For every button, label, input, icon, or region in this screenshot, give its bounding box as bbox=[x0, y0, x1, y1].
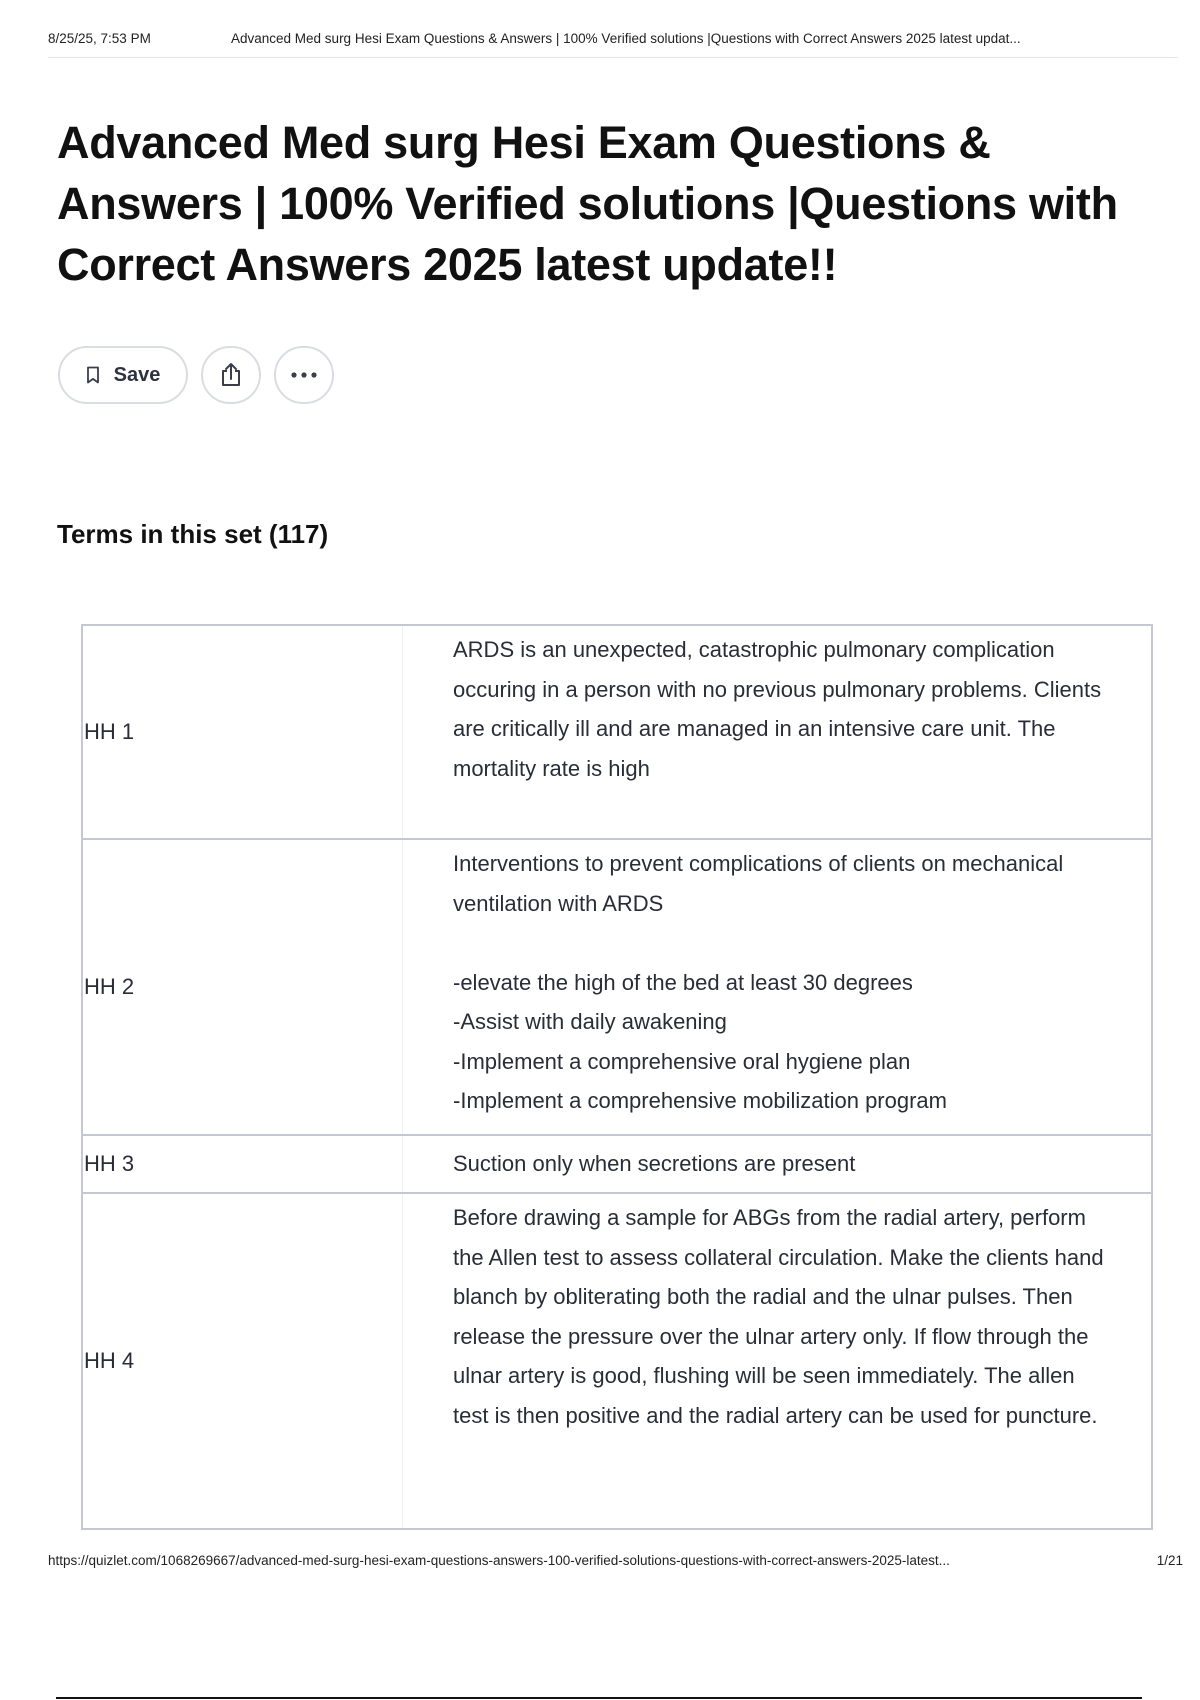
share-icon bbox=[219, 362, 243, 388]
terms-table bbox=[81, 624, 1153, 1530]
definition-cell: Interventions to prevent complications of clients on mechanical ventilation with ARDS -elevate the high of the bed at least 30 degrees -Assist with daily awakening -Implement a comprehensive oral hygiene plan -Implement a comprehensive mobilization program bbox=[453, 851, 1064, 1113]
page-title: Advanced Med surg Hesi Exam Questions & Answers | 100% Verified solutions |Questions with Correct Answers 2025 latest update!! bbox=[57, 117, 1118, 290]
definition-cell: Suction only when secretions are present bbox=[453, 1151, 856, 1177]
term-row bbox=[83, 1134, 1151, 1192]
term-cell: HH 2 bbox=[83, 840, 403, 1134]
share-button[interactable] bbox=[201, 346, 261, 404]
more-options-button[interactable] bbox=[274, 346, 334, 404]
page-bottom-divider bbox=[56, 1697, 1142, 1699]
header-divider bbox=[48, 57, 1178, 58]
print-header bbox=[48, 28, 1178, 50]
page-number: 1/21 bbox=[1156, 1553, 1183, 1568]
terms-heading: Terms in this set (117) bbox=[57, 519, 329, 549]
bookmark-icon bbox=[86, 366, 100, 384]
print-url: https://quizlet.com/1068269667/advanced-med-surg-hesi-exam-questions-answers-100-verified-solutions-questions-with-correct-answers-2025-latest... bbox=[48, 1553, 950, 1568]
term-row bbox=[83, 838, 1151, 1134]
definition-cell: Before drawing a sample for ABGs from the radial artery, perform the Allen test to assess collateral circulation. Make the clients hand blanch by obliterating both the radial and the ulnar pulses. Then release the pressure over the ulnar artery only. If flow through the ulnar artery is good, flushing will be seen immediately. The allen test is then positive and the radial artery can be used for puncture. bbox=[453, 1205, 1104, 1428]
print-footer bbox=[48, 1550, 1183, 1572]
print-doc-title: Advanced Med surg Hesi Exam Questions & Answers | 100% Verified solutions |Questions with Correct Answers 2025 latest updat... bbox=[231, 31, 1021, 46]
term-row bbox=[83, 1192, 1151, 1528]
definition-cell: ARDS is an unexpected, catastrophic pulmonary complication occuring in a person with no previous pulmonary problems. Clients are critically ill and are managed in an intensive care unit. The mortality rate is high bbox=[453, 637, 1102, 781]
term-cell: HH 1 bbox=[83, 626, 403, 838]
print-date: 8/25/25, 7:53 PM bbox=[48, 31, 151, 46]
more-horizontal-icon bbox=[291, 372, 317, 378]
term-cell: HH 4 bbox=[83, 1194, 403, 1528]
save-button-label: Save bbox=[113, 363, 161, 386]
term-cell: HH 3 bbox=[83, 1136, 403, 1192]
save-button[interactable] bbox=[58, 346, 188, 404]
term-row bbox=[83, 626, 1151, 838]
